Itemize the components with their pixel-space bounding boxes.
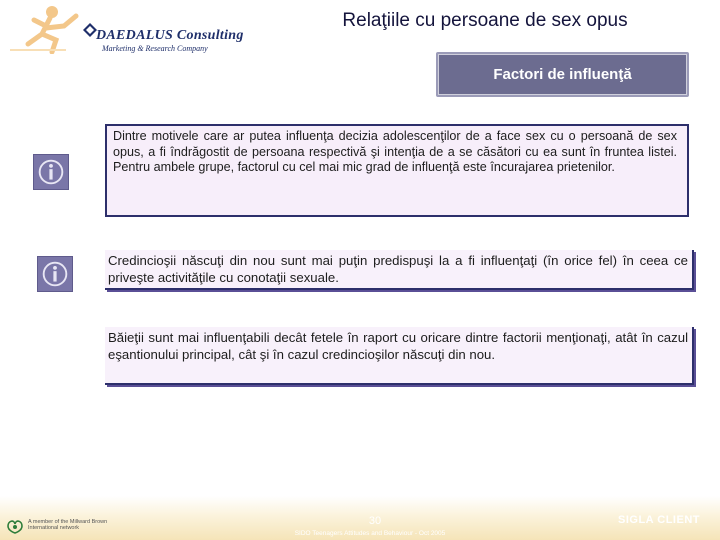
finding-box-3: Băieţii sunt mai influenţabili decât fetele în raport cu oricare dintre factorii menţionaţi, atât în cazul eşantionului principal, cât şi în cazul credincioşilor născuţi din nou.: [105, 327, 694, 385]
section-tab-label: Factori de influenţă: [493, 66, 632, 83]
logo-subtitle: Marketing & Research Company: [102, 44, 208, 53]
finding-box-1: Dintre motivele care ar putea influenţa decizia adolescenţilor de a face sex cu o persoană de sex opus, a fi îndrăgostit de persoana respectivă şi intenţia de a se căsători cu ea sunt în fruntea listei. Pentru ambele grupe, factorul cu cel mai mic grad de influenţă este încurajarea prietenilor.: [105, 124, 689, 217]
finding-box-2: Credincioşii născuţi din nou sunt mai puţin predispuşi la a fi influenţaţi (în orice fel) în ceea ce priveşte activităţile cu conotaţii sexuale.: [105, 250, 694, 290]
page-title: Relaţiile cu persoane de sex opus: [342, 10, 628, 31]
daedalus-logo: [6, 4, 244, 58]
millward-brown-logo-icon: [6, 518, 24, 534]
footer-member-text: A member of the Millward Brown International network: [28, 519, 108, 531]
section-tab: [436, 52, 689, 97]
page-number: 30: [368, 515, 382, 527]
info-icon: [37, 256, 73, 292]
client-brand: SIGLA CLIENT: [618, 514, 700, 526]
footer-caption: SIDO Teenagers Attitudes and Behaviour - Oct 2005: [294, 530, 446, 537]
logo-title: DAEDALUS Consulting: [96, 28, 244, 43]
info-icon: [33, 154, 69, 190]
